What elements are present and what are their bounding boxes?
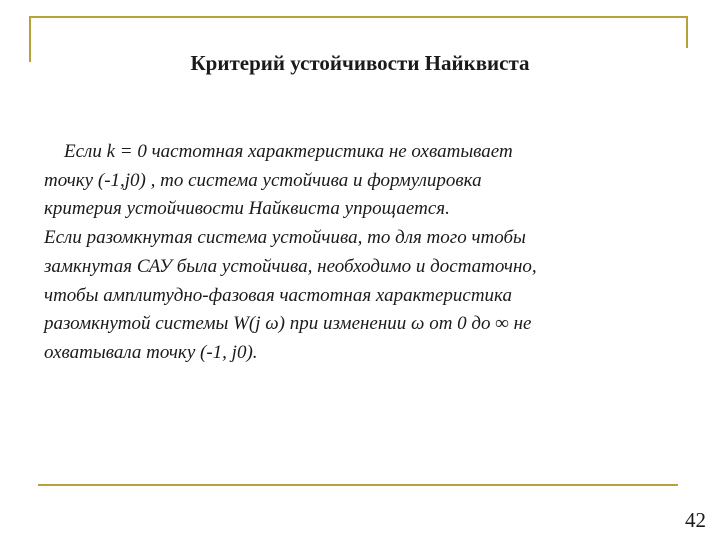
slide-body (44, 138, 694, 368)
page-number: 42 (685, 508, 706, 532)
frame-right-line (686, 16, 688, 48)
slide-title: Критерий устойчивости Найквиста (190, 51, 530, 75)
body-line: чтобы амплитудно-фазовая частотная характеристика (44, 284, 512, 306)
body-line: Если разомкнутая система устойчива, то для того чтобы (44, 227, 526, 249)
body-line: разомкнутой системы W(j ω) при изменении ω от 0 до ∞ не (44, 313, 532, 335)
body-line: точку (-1,j0) , то система устойчива и формулировка (44, 169, 482, 191)
frame-bottom-line (38, 484, 678, 486)
body-line: Если k = 0 частотная характеристика не охватывает (64, 141, 513, 162)
body-line: замкнутая САУ была устойчива, необходимо и достаточно, (44, 255, 537, 277)
frame-top-line (29, 16, 687, 18)
body-line: критерия устойчивости Найквиста упрощается. (44, 198, 450, 220)
body-line: охватывала точку (-1, j0). (44, 341, 258, 363)
